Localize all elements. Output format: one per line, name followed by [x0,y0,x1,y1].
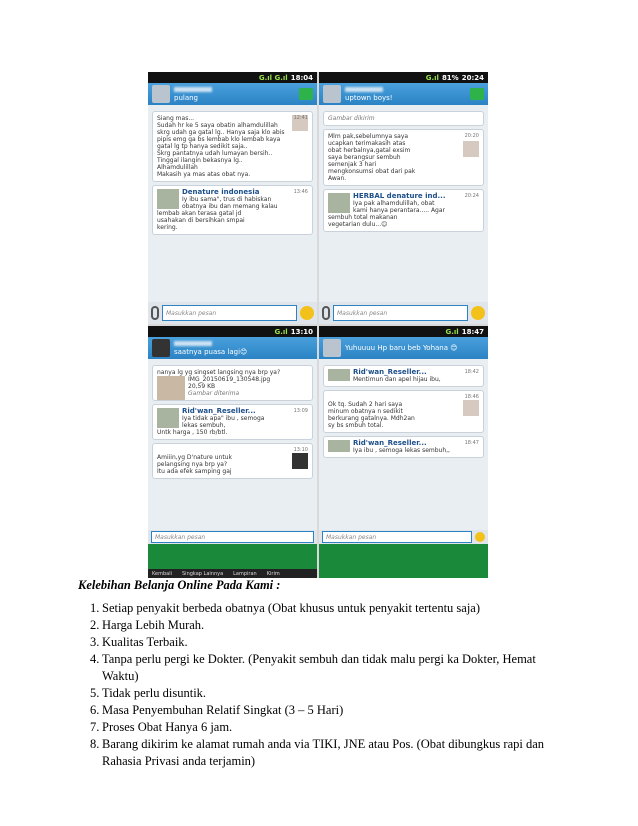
avatar [152,85,170,103]
message-time: 18:42 [464,369,479,375]
menu-send: Kirim [266,570,280,577]
message-line: usahakan di bersihkan smpai [157,217,245,224]
list-item [72,634,572,651]
message-bubble [152,185,313,235]
chat-header-status: saatnya puasa lagi😊 [174,347,248,356]
list-item [72,617,572,634]
avatar [323,85,341,103]
message-line: obat herbalnya,gatal exsim [328,147,411,154]
message-time: 20:20 [464,133,479,139]
sender-name: Rid'wan_Reseller... [353,439,427,447]
chat-screenshot-collage [148,72,488,578]
status-bar: G.ıl 81% 20:24 [319,72,488,83]
item-number: 5. [90,686,100,700]
item-number: 7. [90,720,100,734]
message-input: Masukkan pesan [333,305,468,321]
message-time: 13:46 [293,189,308,195]
chat-icon [299,88,313,100]
avatar [323,339,341,357]
message-bubble [323,365,484,387]
keyboard-area [319,530,488,578]
message-bubble [323,129,484,186]
message-line: Ok tq. Sudah 2 hari saya [328,401,403,408]
chat-screenshot-3 [148,326,317,578]
chat-header [148,337,317,359]
chat-icon [470,88,484,100]
bottom-menu [148,569,317,578]
sender-name: Rid'wan_Reseller... [182,407,256,415]
item-text: Kualitas Terbaik. [102,635,188,649]
item-text: Masa Penyembuhan Relatif Singkat (3 – 5 Hari) [102,703,344,717]
item-number: 8. [90,737,100,751]
status-bar: G.ıl 13:10 [148,326,317,337]
message-line: skrg udah ga gatal lg.. Hanya saja klo abis [157,129,285,136]
message-input: Masukkan pesan [322,531,472,543]
message-input-bar [319,530,488,544]
message-line: Iya ibu , semoga lekas sembuh,, [353,447,450,454]
message-line: Itu ada efek samping gaj [157,468,232,475]
keyboard-area [148,530,317,578]
message-line: saya berangsur sembuh [328,154,401,161]
emoji-icon [471,306,485,320]
list-item [72,736,572,770]
status-time: 20:24 [461,73,484,82]
status-bar: G.ıl 18:47 [319,326,488,337]
message-line: obatnya ibu dan memang kalau [182,203,278,210]
item-text: Harga Lebih Murah. [102,618,205,632]
profile-thumbnail [328,193,350,213]
chat-header [319,83,488,105]
message-line: Gambar diterima [188,390,240,397]
avatar [152,339,170,357]
message-line: Alhamdulillah [157,164,198,171]
image-thumbnail [157,376,185,400]
message-line: pelangsing nya brp ya? [157,461,228,468]
menu-attachment: Lampiran [233,570,257,577]
message-time: 18:47 [464,440,479,446]
battery-level: 81% [441,73,459,82]
message-line: minum obatnya n sedikit [328,408,403,415]
status-time: 13:10 [290,327,313,336]
chat-header [319,337,488,359]
message-time: 13:10 [293,447,308,453]
profile-thumbnail [328,369,350,381]
item-text: Setiap penyakit berbeda obatnya (Obat khusus untuk penyakit tertentu saja) [102,601,481,615]
sender-name: HERBAL denature ind... [353,192,446,200]
chat-header-status: uptown boys! [345,93,393,102]
message-input: Masukkan pesan [151,531,314,543]
message-line: lekas sembuh, [182,422,226,429]
item-text: Tidak perlu disuntik. [102,686,207,700]
message-line: Gambar dikirim [328,115,375,122]
message-line: Iya tidak apa" ibu , semoga [182,415,265,422]
emoji-icon [475,532,485,542]
profile-thumbnail [157,408,179,428]
profile-thumbnail [157,189,179,209]
message-line: IMG_20150619_130548.jpg [188,376,271,383]
message-time: 13:09 [293,408,308,414]
message-bubble [152,404,313,440]
item-text: Rahasia Privasi anda terjamin) [102,754,256,768]
message-line: ucapkan terimakasih atas [328,140,406,147]
sender-name: Rid'wan_Reseller... [353,368,427,376]
message-line: Mlm pak,sebelumnya saya [328,133,409,140]
message-line: semenjak 3 hari [328,161,377,168]
message-input-bar [148,302,317,324]
message-line: Amiiin,yg D'nature untuk [157,454,232,461]
profile-thumbnail [328,440,350,452]
item-text: Barang dikirim ke alamat rumah anda via TIKI, JNE atau Pos. (Obat dibungkus rapi dan [102,737,545,751]
chat-header-status: Yuhuuuu Hp baru beb Yohana 😊 [345,344,458,352]
emoji-icon [300,306,314,320]
chat-header-status: pulang [174,93,198,102]
message-line: sembuh total makanan [328,214,398,221]
message-line: Skrg pantatnya udah lumayan bersih.. [157,150,273,157]
section-heading: Kelebihan Belanja Online Pada Kami : [78,578,281,592]
message-input: Masukkan pesan [162,305,297,321]
avatar [463,141,479,157]
list-item [72,600,572,617]
message-bubble [152,443,313,479]
message-bubble [152,365,313,401]
message-input-bar [148,530,317,544]
message-bubble [323,436,484,458]
message-line: 20,59 KB [188,383,216,390]
item-number: 4. [90,652,100,666]
message-line: Untk harga , 150 rb/btl. [157,429,228,436]
message-line: kami hanya perantara..... Agar [353,207,446,214]
sender-name: Denature indonesia [182,188,260,196]
chat-screenshot-1 [148,72,317,324]
status-time: 18:04 [290,73,313,82]
item-text: Proses Obat Hanya 6 jam. [102,720,233,734]
message-line: berkurang gatalnya. Mdh2an [328,415,415,422]
item-text: Waktu) [102,669,139,683]
message-input-bar [319,302,488,324]
avatar [292,453,308,469]
message-line: nanya lg yg singset langsing nya brp ya? [157,369,281,376]
benefits-list [72,600,572,770]
message-line: pipis emg ga bs lembab klo lembab kaya [157,136,281,143]
item-number: 3. [90,635,100,649]
message-line: mengkonsumsi obat dari pak [328,168,416,175]
status-bar: G.ıl G.ıl 18:04 [148,72,317,83]
item-number: 2. [90,618,100,632]
list-item [72,651,572,685]
message-bubble [323,189,484,232]
list-item [72,702,572,719]
message-line: sy bs smbuh total. [328,422,384,429]
attachment-icon [151,306,159,320]
list-item [72,719,572,736]
message-line: Awan. [328,175,347,182]
message-time: 12:41 [293,115,308,121]
chat-screenshot-4 [319,326,488,578]
message-time: 20:24 [464,193,479,199]
chat-screenshot-2 [319,72,488,324]
message-time: 18:46 [464,394,479,400]
chat-header [148,83,317,105]
item-text: Tanpa perlu pergi ke Dokter. (Penyakit sembuh dan tidak malu pergi ka Dokter, Hemat [102,652,536,666]
message-line: vegetarian dulu...😊 [328,221,388,228]
attachment-icon [322,306,330,320]
message-line: kering. [157,224,178,231]
message-line: Mentimun dan apel hijau ibu, [353,376,441,383]
status-time: 18:47 [461,327,484,336]
message-line: Makasih ya mas atas obat nya. [157,171,251,178]
message-line: Siang mas... [157,115,195,122]
message-bubble [323,111,484,126]
list-item [72,685,572,702]
avatar [463,400,479,416]
message-line: gatal lg tp hanya sedikit saja.. [157,143,248,150]
message-line: Iya pak alhamdulillah, obat [353,200,435,207]
message-bubble [152,111,313,182]
message-line: Sudah hr ke 5 saya obatin alhamdulillah [157,122,278,129]
item-number: 1. [90,601,100,615]
item-number: 6. [90,703,100,717]
menu-back: Kembali [152,570,172,577]
message-line: Iy ibu sama", trus di habiskan [182,196,272,203]
menu-more: Singkap Lainnya [182,570,224,577]
message-line: Tinggal ilangin bekasnya lg.. [157,157,243,164]
message-bubble [323,390,484,433]
message-line: lembab akan terasa gatal jd [157,210,242,217]
